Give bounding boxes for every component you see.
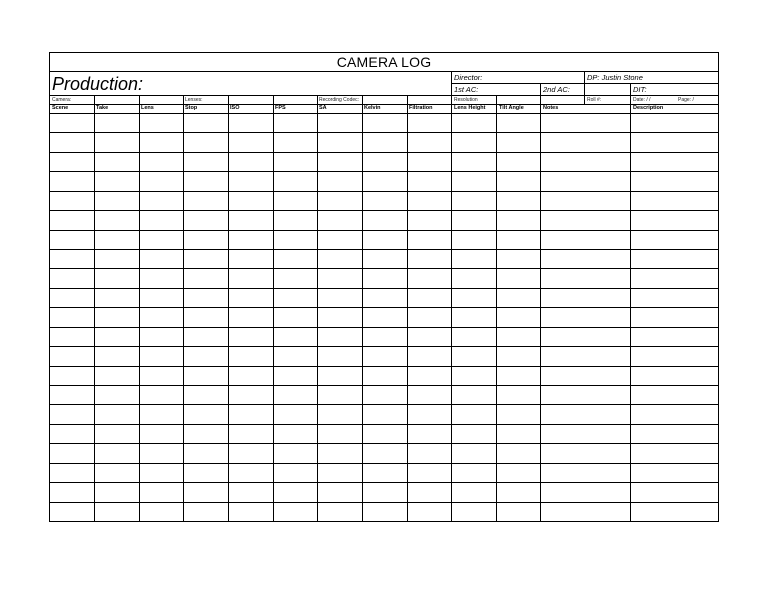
table-row-rule: [50, 152, 718, 153]
table-row-rule: [50, 385, 718, 386]
table-row-rule: [50, 171, 718, 172]
column-header-lens-height: Lens Height: [454, 105, 486, 111]
column-rule: [317, 95, 318, 521]
column-rule: [183, 95, 184, 521]
table-row-rule: [50, 191, 718, 192]
info-row-divider: [50, 95, 718, 96]
director-label[interactable]: Director:: [454, 73, 483, 82]
resolution-label[interactable]: Resolution: [454, 97, 478, 103]
column-rule: [94, 95, 95, 521]
table-row-rule: [50, 482, 718, 483]
table-row-rule: [50, 443, 718, 444]
column-header-bottom: [50, 113, 718, 114]
crew-ac-divider: [540, 83, 541, 95]
table-row-rule: [50, 502, 718, 503]
column-rule: [496, 95, 497, 521]
column-header-sa: SA: [319, 105, 327, 111]
table-row-rule: [50, 327, 718, 328]
column-header-fps: FPS: [275, 105, 286, 111]
second-ac-label[interactable]: 2nd AC:: [543, 85, 570, 94]
roll-number-label[interactable]: Roll #:: [587, 97, 602, 103]
dit-label[interactable]: DIT:: [633, 85, 647, 94]
page-title: CAMERA LOG: [336, 54, 432, 70]
title-divider: [50, 71, 718, 72]
table-row-rule: [50, 424, 718, 425]
dp-label[interactable]: DP: Justin Stone: [587, 73, 643, 82]
column-rule: [630, 95, 631, 521]
crew-block-divider: [451, 71, 452, 95]
table-row-rule: [50, 366, 718, 367]
table-row-rule: [50, 210, 718, 211]
column-header-stop: Stop: [185, 105, 198, 111]
crew-dp-divider: [584, 71, 585, 95]
date-label[interactable]: Date: / /: [633, 97, 651, 103]
column-header-tilt-angle: Tilt Angle: [499, 105, 524, 111]
column-header-lens: Lens: [141, 105, 154, 111]
table-row-rule: [50, 249, 718, 250]
camera-log-form: [49, 52, 719, 522]
column-rule: [540, 95, 541, 521]
column-header-filtration: Filtration: [409, 105, 433, 111]
table-row-rule: [50, 268, 718, 269]
column-header-kelvin: Kelvin: [364, 105, 381, 111]
table-row-rule: [50, 404, 718, 405]
column-rule: [407, 95, 408, 521]
column-header-scene: Scene: [52, 105, 69, 111]
table-row-rule: [50, 230, 718, 231]
table-row-rule: [50, 132, 718, 133]
production-label[interactable]: Production:: [52, 74, 144, 94]
column-header-description: Description: [633, 105, 664, 111]
column-rule: [362, 95, 363, 521]
column-header-notes: Notes: [543, 105, 559, 111]
camera-label[interactable]: Camera:: [52, 97, 72, 103]
roll-divider: [584, 95, 585, 104]
table-row-rule: [50, 307, 718, 308]
table-row-rule: [50, 288, 718, 289]
column-rule: [139, 95, 140, 521]
page-number-label[interactable]: Page: /: [678, 97, 694, 103]
recording-codec-label[interactable]: Recording Codec:: [319, 97, 360, 103]
table-row-rule: [50, 463, 718, 464]
column-rule: [228, 95, 229, 521]
column-rule: [451, 95, 452, 521]
table-row-rule: [50, 346, 718, 347]
lenses-label[interactable]: Lenses:: [185, 97, 203, 103]
column-header-take: Take: [96, 105, 109, 111]
column-header-iso: ISO: [230, 105, 240, 111]
first-ac-label[interactable]: 1st AC:: [454, 85, 479, 94]
column-rule: [273, 95, 274, 521]
